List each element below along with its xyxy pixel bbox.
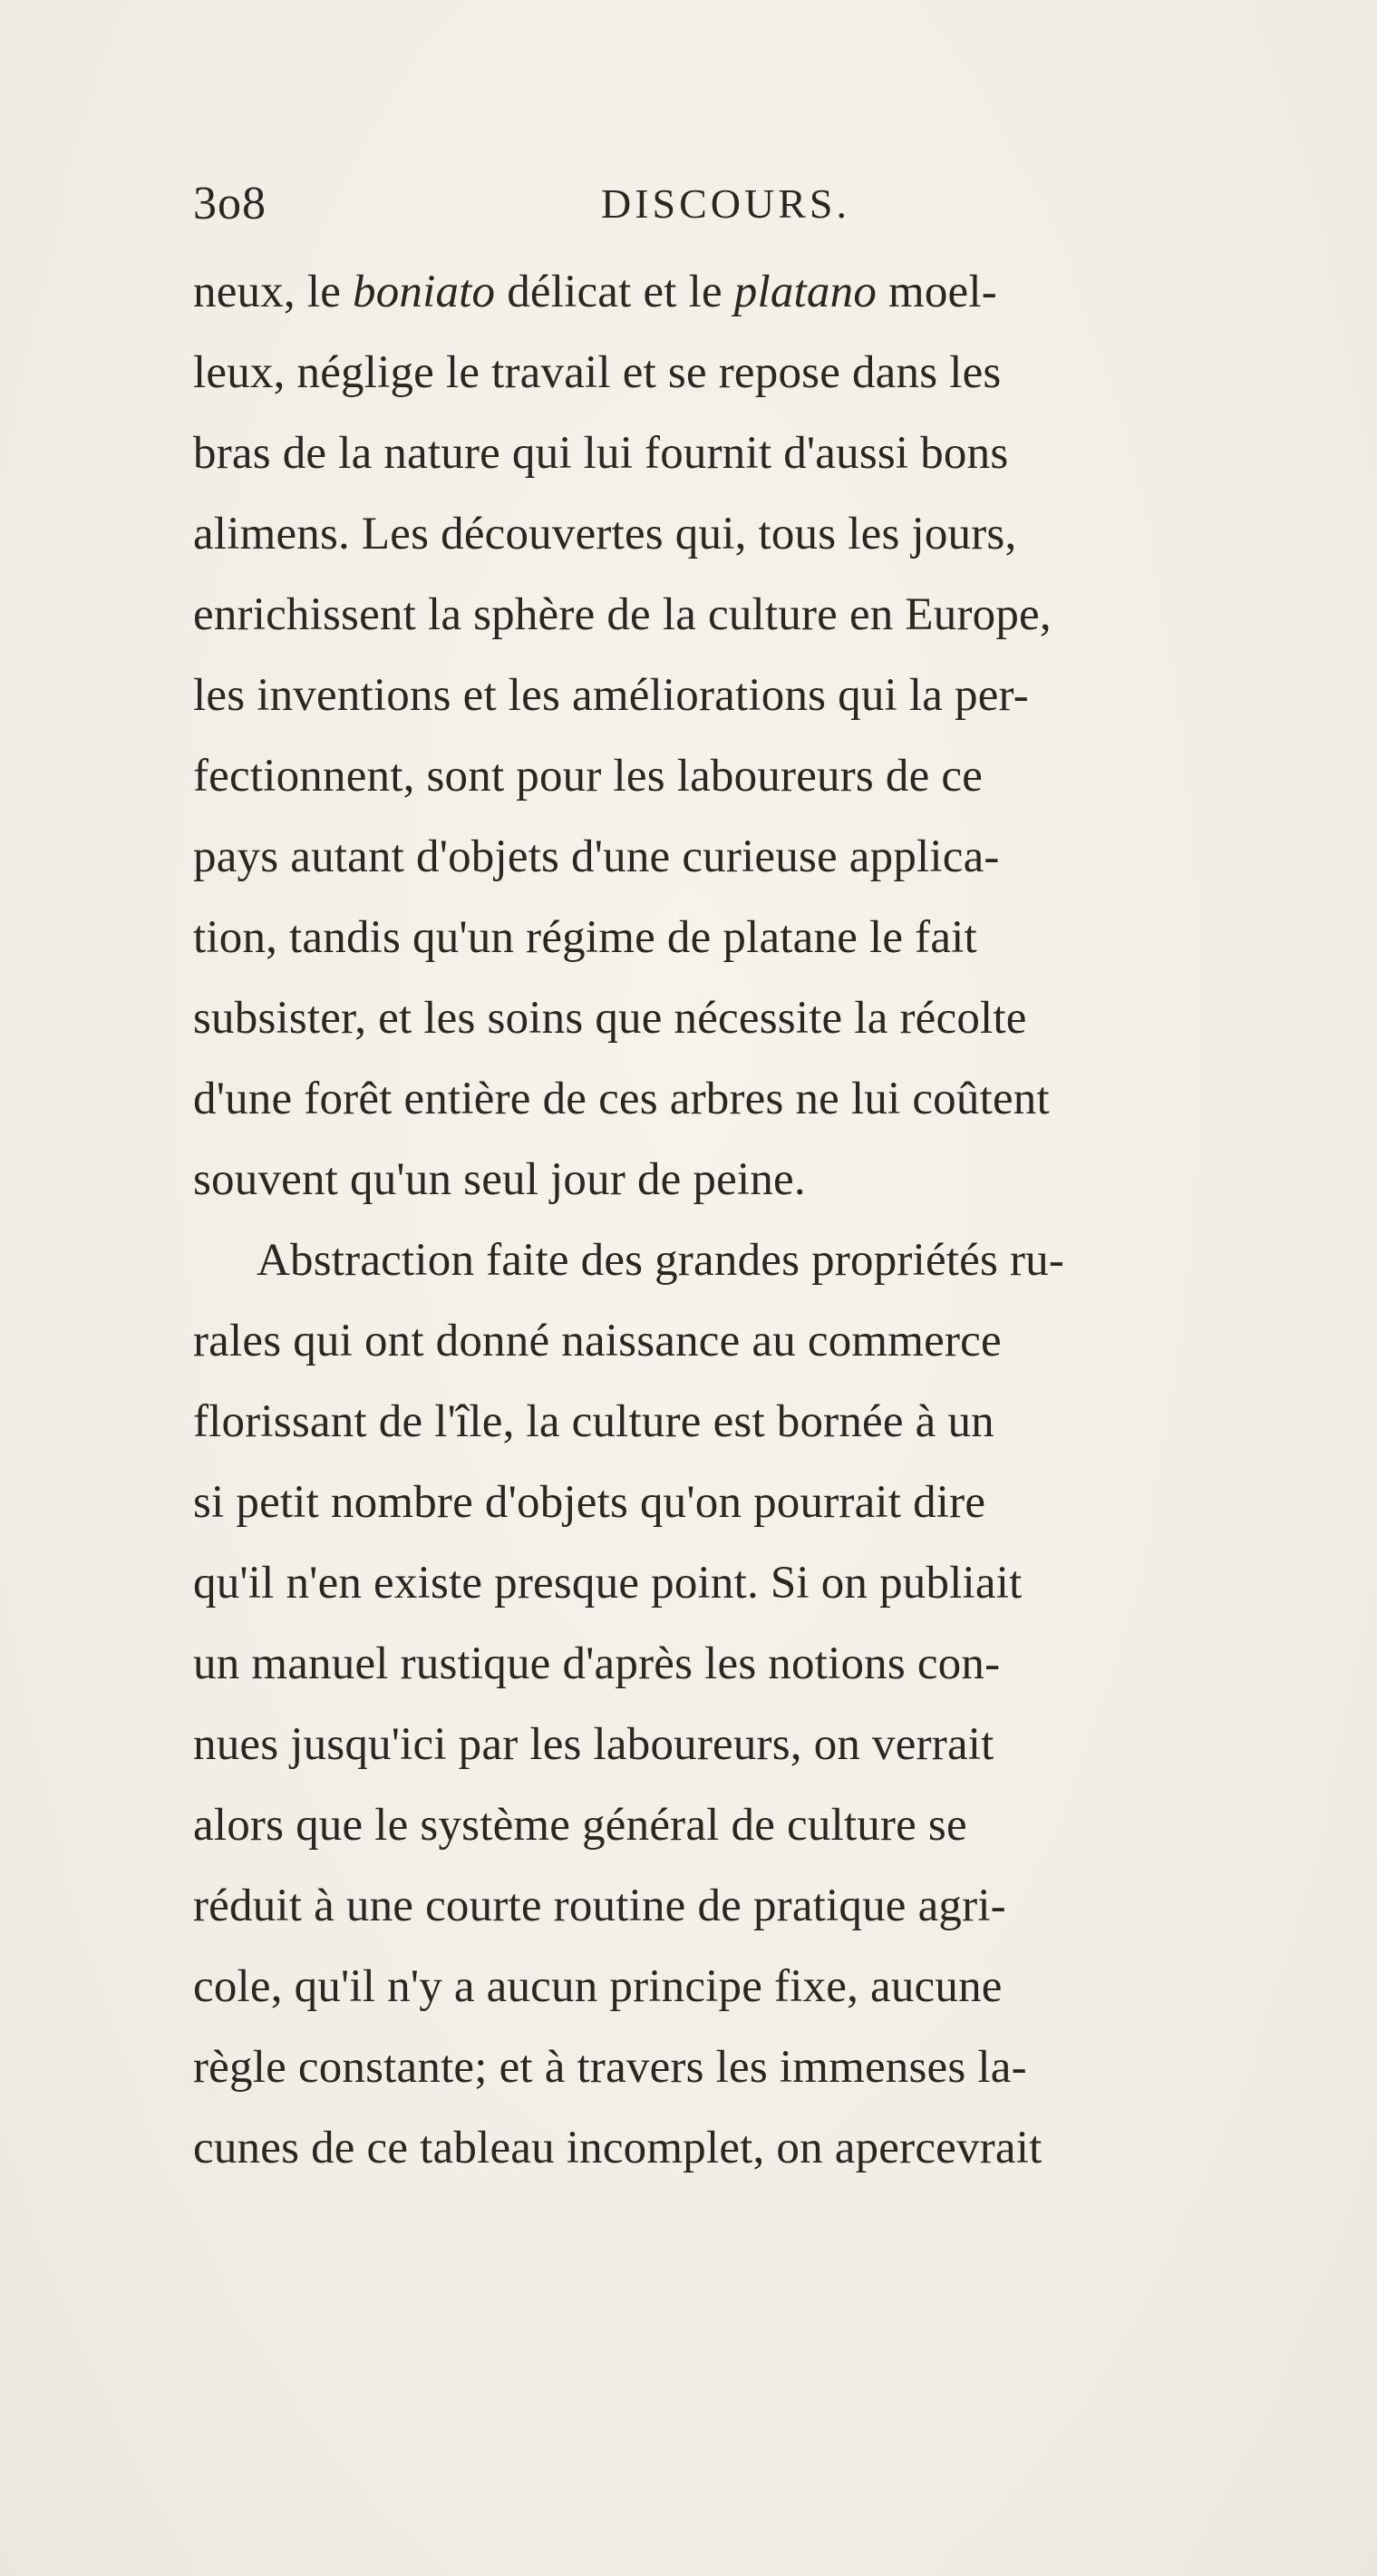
text-line: alimens. Les découvertes qui, tous les jours, <box>193 509 1017 559</box>
italic-term: platano <box>733 267 878 317</box>
text-line: réduit à une courte routine de pratique agri- <box>193 1881 1006 1931</box>
text-span: délicat et le <box>495 267 734 317</box>
text-line: souvent qu'un seul jour de peine. <box>193 1154 806 1205</box>
text-line: leux, néglige le travail et se repose dans les <box>193 347 1002 398</box>
text-line: florissant de l'île, la culture est bornée à un <box>193 1396 994 1447</box>
running-title: DISCOURS. <box>601 180 851 227</box>
italic-term: boniato <box>353 267 496 317</box>
text-line: alors que le système général de culture se <box>193 1800 967 1851</box>
text-line: nues jusqu'ici par les laboureurs, on verrait <box>193 1719 994 1770</box>
text-line: bras de la nature qui lui fournit d'aussi bons <box>193 428 1009 479</box>
running-head <box>193 172 1199 236</box>
text-line: fectionnent, sont pour les laboureurs de ce <box>193 751 984 802</box>
text-line: subsister, et les soins que nécessite la récolte <box>193 993 1027 1044</box>
text-line: tion, tandis qu'un régime de platane le fait <box>193 912 977 963</box>
text-line: un manuel rustique d'après les notions con- <box>193 1638 1001 1689</box>
text-line: Abstraction faite des grandes propriétés ru- <box>257 1235 1065 1286</box>
text-span: moel- <box>877 267 997 317</box>
page-number: 3o8 <box>193 178 267 229</box>
text-line: rales qui ont donné naissance au commerce <box>193 1316 1002 1366</box>
text-line: si petit nombre d'objets qu'on pourrait dire <box>193 1477 986 1528</box>
text-line: cunes de ce tableau incomplet, on apercevrait <box>193 2123 1042 2173</box>
text-line: pays autant d'objets d'une curieuse applica- <box>193 831 1000 882</box>
text-line: les inventions et les améliorations qui la per- <box>193 670 1029 721</box>
text-line: qu'il n'en existe presque point. Si on publiait <box>193 1558 1023 1609</box>
text-span: neux, le <box>193 267 353 317</box>
text-line <box>193 252 1349 333</box>
text-line: cole, qu'il n'y a aucun principe fixe, aucune <box>193 1961 1003 2012</box>
text-line: enrichissent la sphère de la culture en Europe, <box>193 589 1052 640</box>
text-line: règle constante; et à travers les immenses la- <box>193 2042 1027 2093</box>
body-text <box>193 252 1349 2189</box>
text-line: d'une forêt entière de ces arbres ne lui coûtent <box>193 1074 1050 1124</box>
